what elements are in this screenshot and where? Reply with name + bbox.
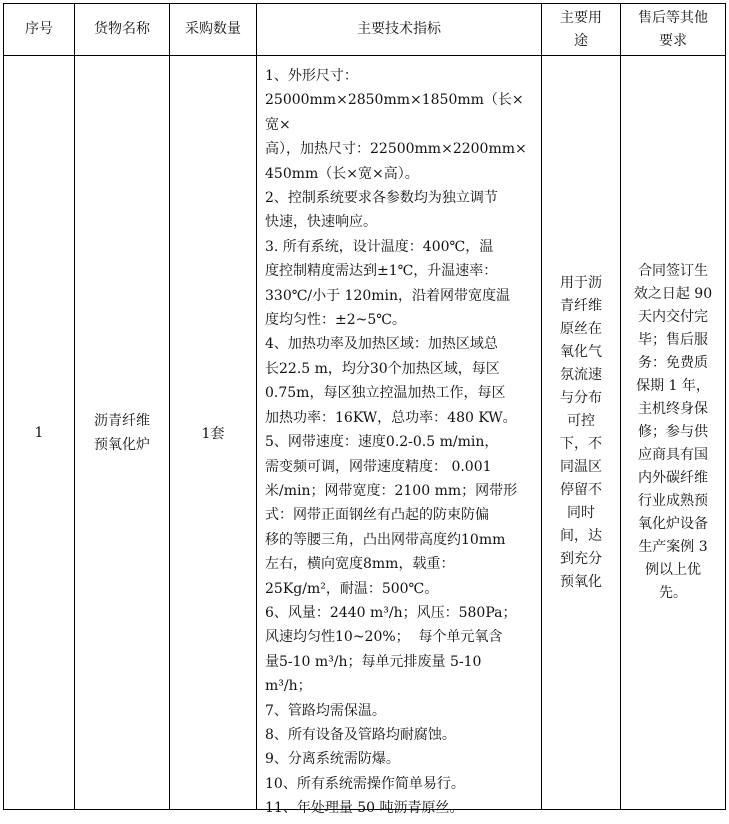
cell-after-sales (621, 56, 726, 810)
use-line: 可控 (567, 412, 595, 429)
spec-line: 5、网带速度：速度0.2-0.5 m/min， (265, 434, 499, 451)
cell-seq: 1 (4, 56, 75, 810)
spec-line: 度控制精度需达到±1℃，升温速率： (265, 263, 498, 280)
after-sales-line: 行业成熟预 (638, 493, 708, 509)
use-line: 同温区 (560, 458, 602, 475)
header-seq: 序号 (4, 4, 75, 56)
spec-line: 米/min；网带宽度：2100 mm；网带形 (265, 482, 518, 499)
spec-line: 3. 所有系统，设计温度：400℃，温 (265, 238, 494, 255)
use-line: 用于沥 (560, 274, 602, 291)
spec-line: m³/h； (265, 678, 312, 695)
header-spec: 主要技术指标 (257, 4, 542, 56)
use-text (542, 272, 620, 594)
header-use-line1: 主要用 (560, 9, 602, 26)
header-row (4, 4, 726, 56)
spec-line: 6、风量：2440 m³/h；风压：580Pa； (265, 604, 517, 621)
spec-line: 7、管路均需保温。 (265, 702, 386, 719)
use-line: 青纤维 (560, 297, 602, 314)
use-line: 停留不 (560, 481, 602, 498)
header-after-sales (621, 4, 726, 56)
spec-line: 0.75m，每区独立控温加热工作，每区 (265, 385, 506, 402)
after-sales-line: 例以上优 (645, 562, 701, 578)
cell-qty: 1套 (170, 56, 257, 810)
after-sales-line: 务：免费质 (638, 355, 708, 371)
header-name: 货物名称 (75, 4, 170, 56)
spec-line: 式：网带正面钢丝有凸起的防束防偏 (265, 507, 489, 524)
after-sales-line: 合同签订生 (638, 263, 708, 279)
spec-line: 量5-10 m³/h；每单元排废量 5-10 (265, 653, 482, 670)
spec-list (257, 56, 541, 817)
spec-line: 25000mm×2850mm×1850mm（长×宽× (265, 92, 524, 133)
cell-name (75, 56, 170, 810)
spec-line: 加热功率：16KW，总功率：480 KW。 (265, 409, 517, 426)
after-sales-line: 主机终身保 (638, 401, 708, 417)
spec-line: 长22.5 m，均分30个加热区域，每区 (265, 360, 500, 377)
use-line: 间，达 (560, 527, 602, 544)
spec-line: 快速，快速响应。 (265, 214, 377, 231)
after-sales-line: 保期 1 年， (636, 378, 710, 394)
use-line: 预氧化 (560, 573, 602, 590)
spec-line: 高），加热尺寸：22500mm×2200mm× (265, 141, 527, 158)
use-line: 原丝在 (560, 320, 602, 337)
spec-line: 左右，横向宽度8mm，载重： (265, 556, 455, 573)
header-after-line2: 要求 (659, 32, 687, 49)
spec-line: 2、控制系统要求各参数均为独立调节 (265, 190, 498, 207)
spec-line: 9、分离系统需防爆。 (265, 751, 400, 768)
spec-line: 10、所有系统需操作简单易行。 (265, 775, 465, 792)
after-sales-line: 应商具有国 (638, 447, 708, 463)
use-line: 同时 (567, 504, 595, 521)
after-sales-line: 毕；售后服 (638, 332, 708, 348)
after-sales-line: 内外碳纤维 (638, 470, 708, 486)
spec-line: 移的等腰三角，凸出网带高度约10mm (265, 531, 506, 548)
spec-line: 风速均匀性10~20%； 每个单元氧含 (265, 629, 503, 646)
after-sales-line: 氧化炉设备 (638, 516, 708, 532)
after-sales-line: 效之日起 90 (633, 286, 713, 302)
cell-name-line2: 预氧化炉 (94, 436, 150, 453)
header-use (542, 4, 621, 56)
cell-name-line1: 沥青纤维 (94, 412, 150, 429)
cell-spec (257, 56, 542, 817)
after-sales-text (621, 260, 725, 605)
spec-line: 1、外形尺寸： (265, 68, 358, 84)
spec-line: 度均匀性：±2~5℃。 (265, 312, 406, 329)
after-sales-line: 修；参与供 (638, 424, 708, 440)
spec-line: 25Kg/m²，耐温：500℃。 (265, 580, 439, 597)
use-line: 氛流速 (560, 366, 602, 383)
use-line: 下，不 (560, 435, 602, 452)
header-qty: 采购数量 (170, 4, 257, 56)
after-sales-line: 天内交付完 (638, 309, 708, 325)
cell-use (542, 56, 621, 810)
header-after-line1: 售后等其他 (638, 9, 708, 26)
use-line: 与分布 (560, 389, 602, 406)
spec-line: 4、加热功率及加热区域：加热区域总 (265, 336, 498, 353)
after-sales-line: 生产案例 3 (638, 539, 708, 555)
table-row (4, 56, 726, 810)
header-use-line2: 途 (574, 32, 588, 49)
spec-line: 11、年处理量 50 吨沥青原丝。 (265, 800, 464, 817)
after-sales-line: 先。 (659, 585, 687, 601)
use-line: 氧化气 (560, 343, 602, 360)
spec-line: 8、所有设备及管路均耐腐蚀。 (265, 726, 456, 743)
use-line: 到充分 (560, 550, 602, 567)
spec-line: 需变频可调，网带速度精度： 0.001 (265, 458, 492, 475)
spec-line: 330℃/小于 120min，沿着网带宽度温 (265, 287, 511, 304)
spec-line: 450mm（长×宽×高）。 (265, 165, 419, 182)
procurement-table (3, 3, 726, 817)
